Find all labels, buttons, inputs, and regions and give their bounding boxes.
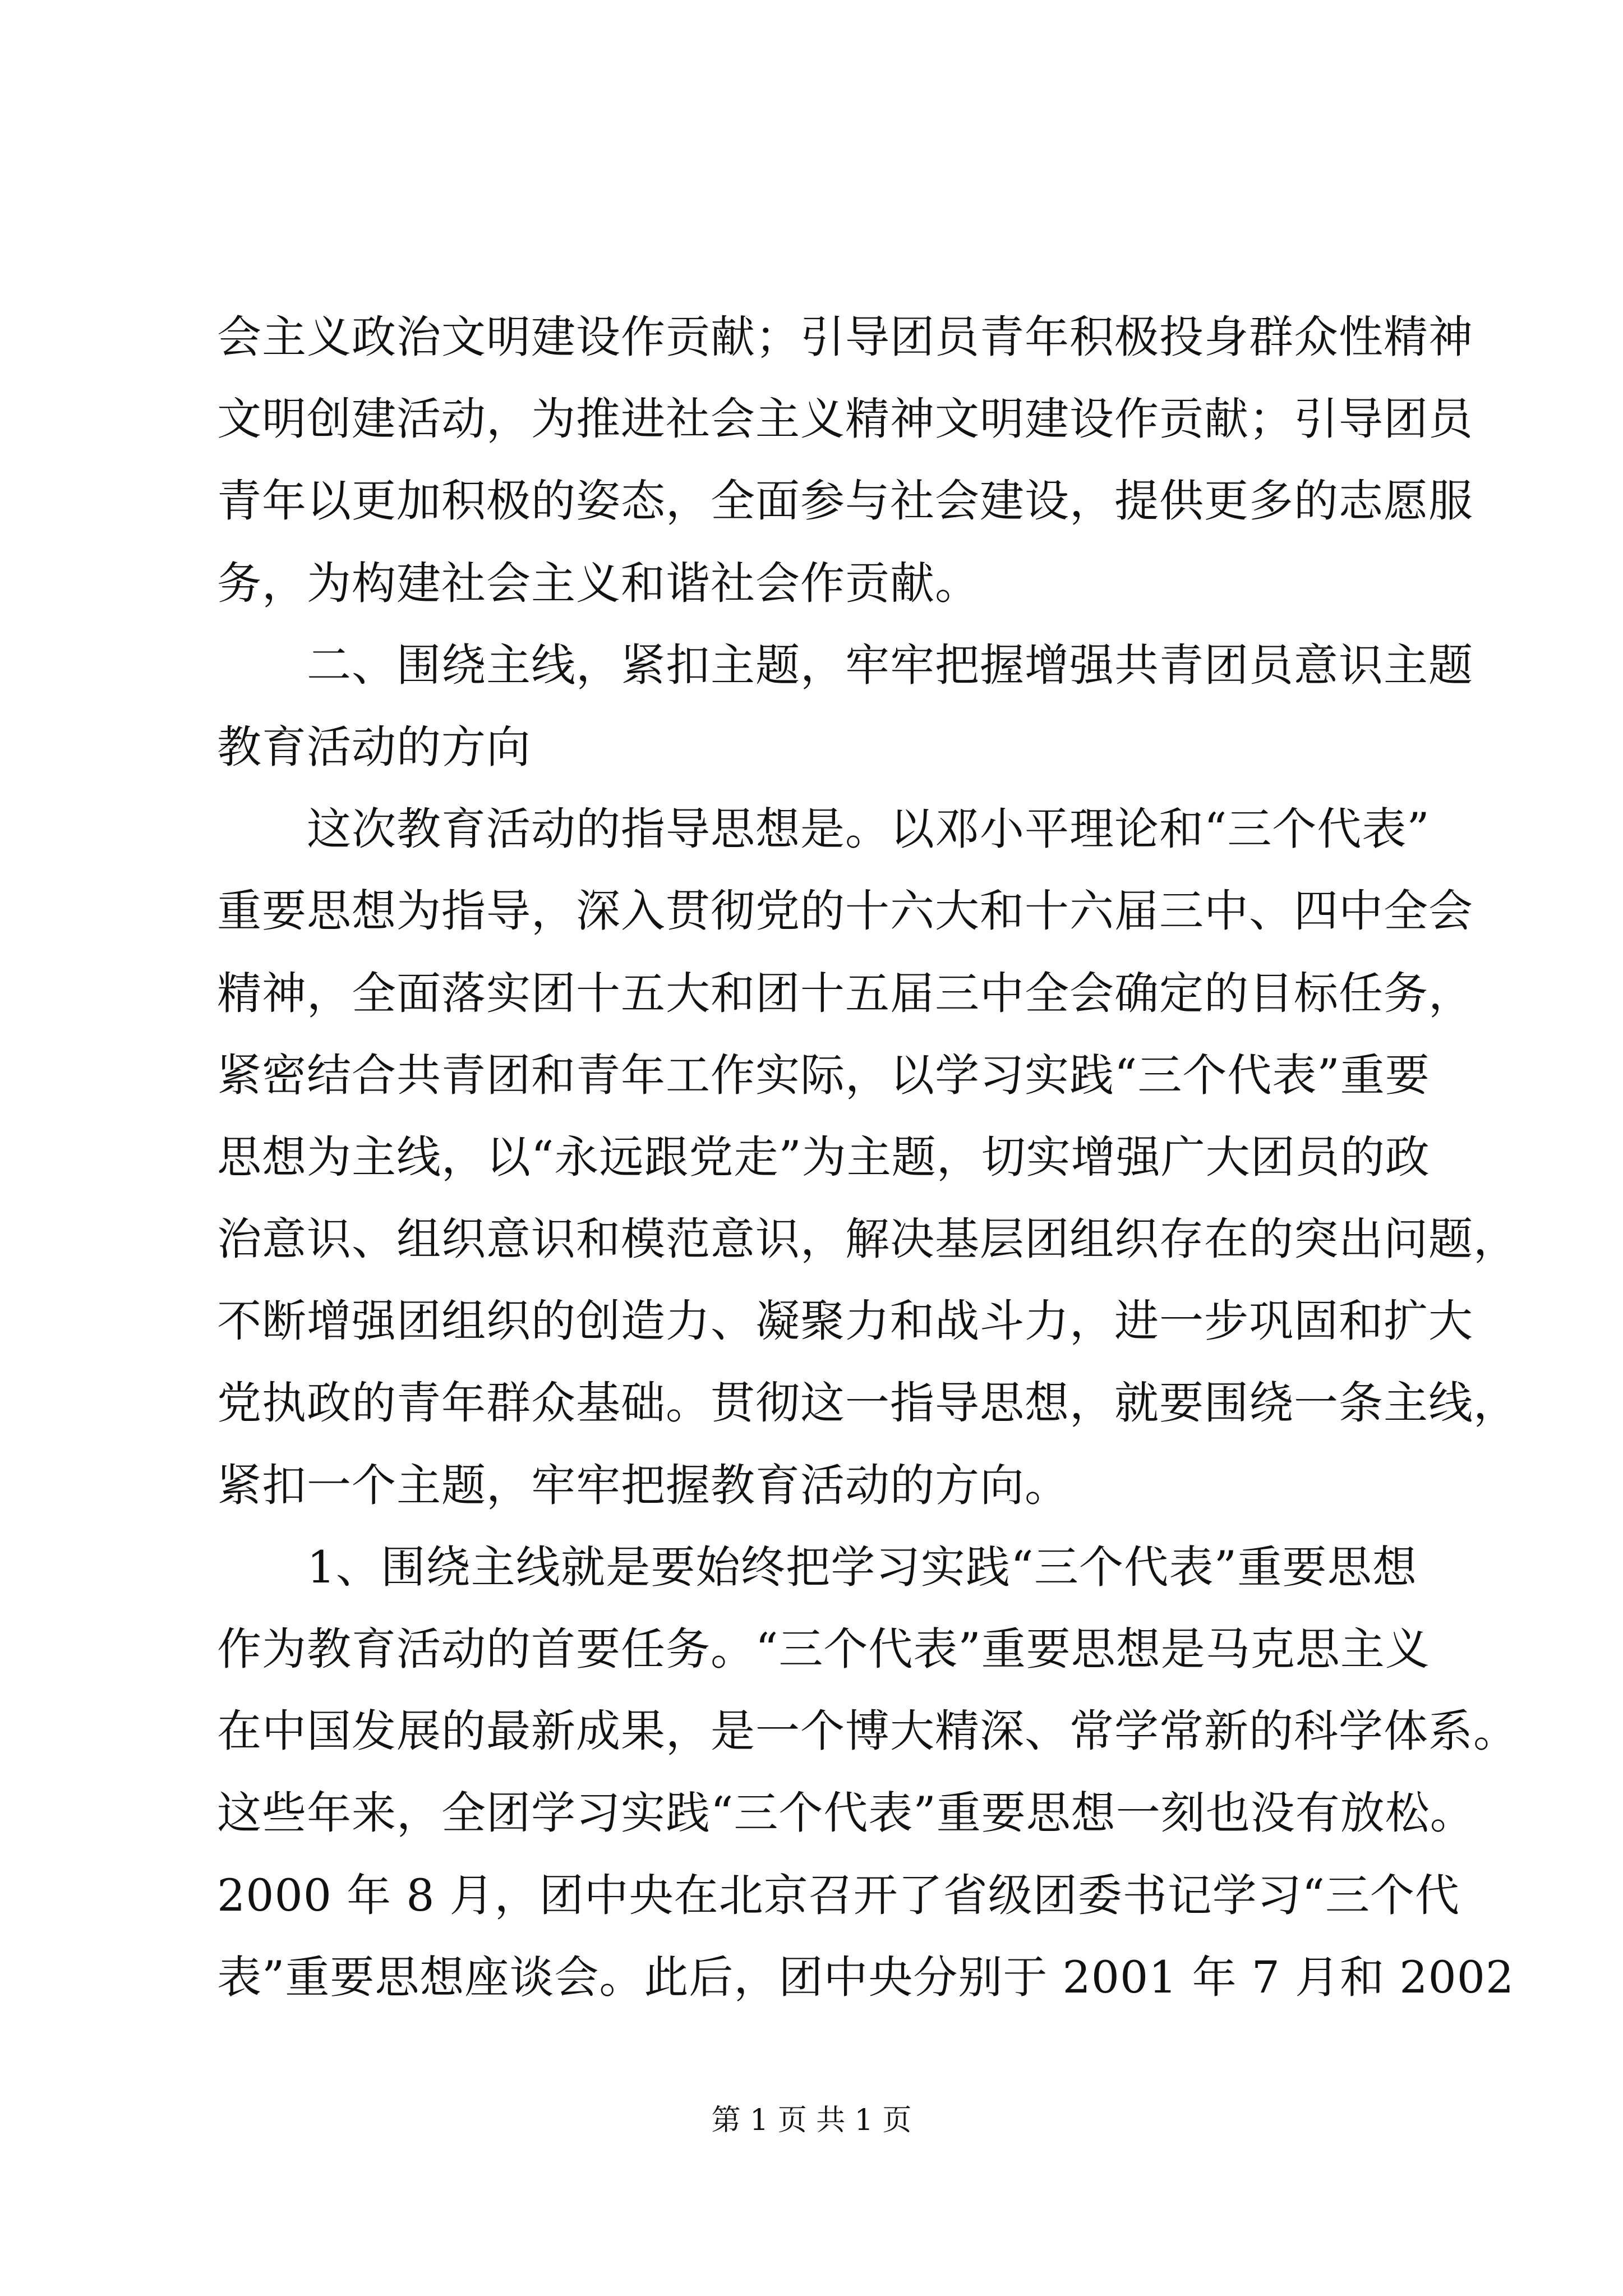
text-line: 这次教育活动的指导思想是。以邓小平理论和“三个代表”	[217, 803, 1430, 855]
document-body	[217, 296, 1518, 2018]
text-line: 务，为构建社会主义和谐社会作贡献。	[217, 557, 980, 609]
text-line: 会主义政治文明建设作贡献；引导团员青年积极投身群众性精神	[217, 311, 1473, 363]
text-line: 青年以更加积极的姿态，全面参与社会建设，提供更多的志愿服	[217, 475, 1473, 527]
text-line: 党执政的青年群众基础。贯彻这一指导思想，就要围绕一条主线，	[217, 1377, 1518, 1429]
text-line: 治意识、组织意识和模范意识，解决基层团组织存在的突出问题，	[217, 1213, 1518, 1266]
text-line: 二、围绕主线，紧扣主题，牢牢把握增强共青团员意识主题	[217, 639, 1473, 691]
text-line: 不断增强团组织的创造力、凝聚力和战斗力，进一步巩固和扩大	[217, 1295, 1473, 1347]
text-line: 2000 年 8 月，团中央在北京召开了省级团委书记学习“三个代	[217, 1869, 1460, 1921]
text-line: 文明创建活动，为推进社会主义精神文明建设作贡献；引导团员	[217, 393, 1473, 445]
text-line: 表”重要思想座谈会。此后，团中央分别于 2001 年 7 月和 2002	[217, 1951, 1515, 2003]
text-line: 思想为主线，以“永远跟党走”为主题，切实增强广大团员的政	[217, 1131, 1430, 1183]
page-footer: 第 1 页 共 1 页	[711, 2104, 912, 2137]
text-line: 作为教育活动的首要任务。“三个代表”重要思想是马克思主义	[217, 1623, 1430, 1675]
text-line: 教育活动的方向	[217, 721, 531, 773]
text-line: 在中国发展的最新成果，是一个博大精深、常学常新的科学体系。	[217, 1705, 1518, 1757]
text-line: 1、围绕主线就是要始终把学习实践“三个代表”重要思想	[217, 1541, 1417, 1593]
text-line: 这些年来，全团学习实践“三个代表”重要思想一刻也没有放松。	[217, 1787, 1475, 1839]
text-line: 重要思想为指导，深入贯彻党的十六大和十六届三中、四中全会	[217, 885, 1473, 937]
text-line: 紧扣一个主题，牢牢把握教育活动的方向。	[217, 1459, 1069, 1511]
text-line: 紧密结合共青团和青年工作实际，以学习实践“三个代表”重要	[217, 1049, 1430, 1101]
text-line: 精神，全面落实团十五大和团十五届三中全会确定的目标任务，	[217, 967, 1473, 1019]
